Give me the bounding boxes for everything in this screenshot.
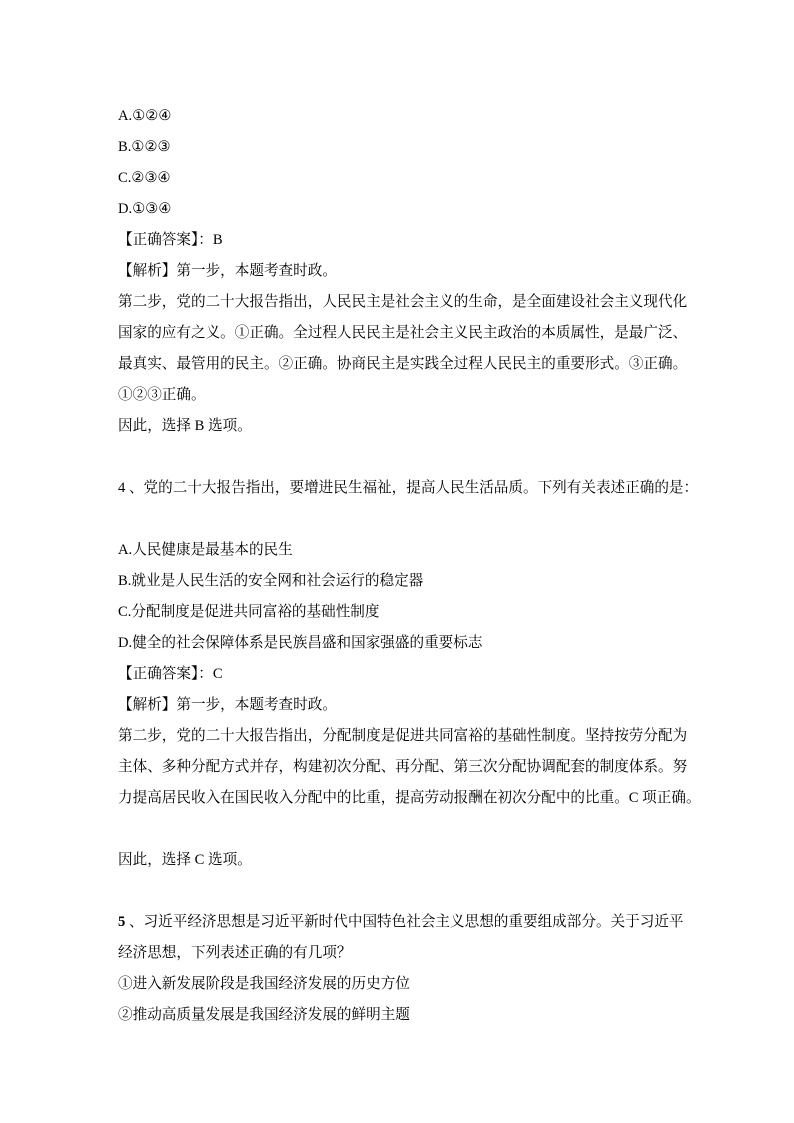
- q3-analysis-line-2: 国家的应有之义。①正确。全过程人民民主是社会主义民主政治的本质属性，是最广泛、: [118, 325, 688, 341]
- q4-analysis-line-1: 第二步，党的二十大报告指出，分配制度是促进共同富裕的基础性制度。坚持按劳分配为: [118, 728, 688, 744]
- q4-conclusion: 因此，选择 C 选项。: [118, 852, 252, 868]
- q5-question-text: 、习近平经济思想是习近平新时代中国特色社会主义思想的重要组成部分。关于习近平: [125, 914, 684, 930]
- q3-conclusion: 因此，选择 B 选项。: [118, 418, 252, 434]
- q4-analysis-line-2: 主体、多种分配方式并存，构建初次分配、再分配、第三次分配协调配套的制度体系。努: [118, 759, 688, 775]
- q4-option-c: C.分配制度是促进共同富裕的基础性制度: [118, 604, 380, 620]
- q3-option-d: D.①③④: [118, 201, 172, 217]
- q3-analysis-step1: 【解析】第一步，本题考查时政。: [118, 263, 337, 279]
- q5-question-line-1: [118, 907, 718, 938]
- q5-item-1: ①进入新发展阶段是我国经济发展的历史方位: [118, 976, 410, 992]
- q3-option-c: C.②③④: [118, 170, 171, 186]
- q4-option-b: B.就业是人民生活的安全网和社会运行的稳定器: [118, 573, 424, 589]
- q4-option-d: D.健全的社会保障体系是民族昌盛和国家强盛的重要标志: [118, 635, 483, 651]
- q4-correct-answer: 【正确答案】：C: [118, 666, 223, 682]
- spacer: [118, 504, 718, 535]
- q4-question: 4 、党的二十大报告指出，要增进民生福祉，提高人民生活品质。下列有关表述正确的是：: [118, 480, 699, 496]
- q3-analysis-line-1: 第二步，党的二十大报告指出，人民民主是社会主义的生命，是全面建设社会主义现代化: [118, 294, 688, 310]
- spacer: [118, 876, 718, 907]
- q5-item-2: ②推动高质量发展是我国经济发展的鲜明主题: [118, 1007, 410, 1023]
- q3-analysis-line-4: ①②③正确。: [118, 387, 206, 403]
- q4-analysis-step1: 【解析】第一步，本题考查时政。: [118, 697, 337, 713]
- q4-analysis-line-3: 力提高居民收入在国民收入分配中的比重，提高劳动报酬在初次分配中的比重。C 项正确。: [118, 790, 701, 806]
- q3-option-a: A.①②④: [118, 108, 172, 124]
- q3-analysis-line-3: 最真实、最管用的民主。②正确。协商民主是实践全过程人民民主的重要形式。③正确。: [118, 356, 688, 372]
- q5-question-line-2: 经济思想，下列表述正确的有几项？: [118, 945, 352, 961]
- spacer: [118, 442, 718, 473]
- q5-question-number: 5: [118, 914, 126, 930]
- q3-correct-answer: 【正确答案】：B: [118, 232, 223, 248]
- q3-option-b: B.①②③: [118, 139, 171, 155]
- q4-option-a: A.人民健康是最基本的民生: [118, 542, 293, 558]
- spacer: [118, 814, 718, 845]
- document-page-content: [118, 101, 718, 1031]
